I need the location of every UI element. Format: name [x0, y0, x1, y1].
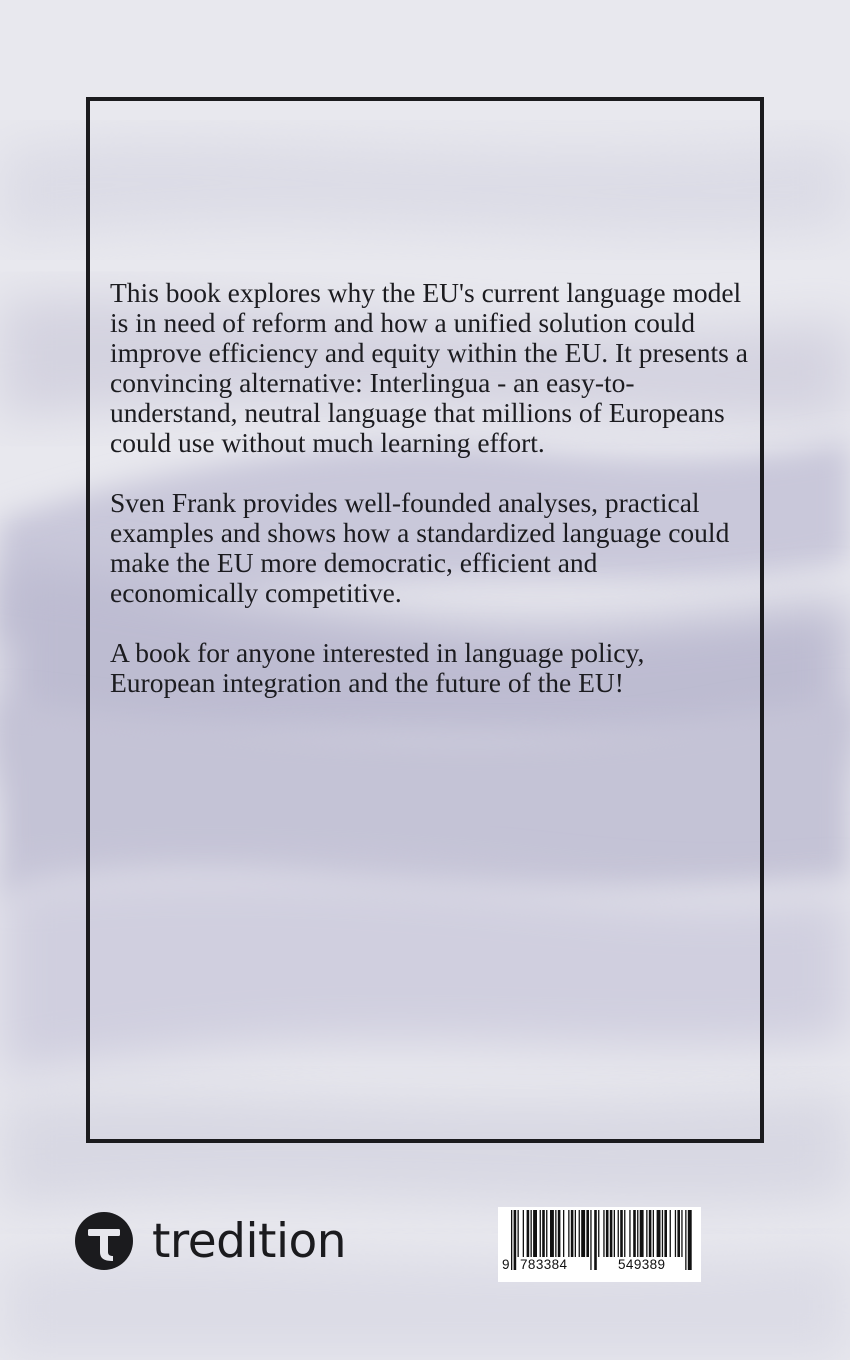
barcode-bar	[514, 1210, 517, 1270]
barcode-bar	[637, 1210, 638, 1257]
barcode-bar	[677, 1210, 680, 1257]
barcode-bar	[531, 1210, 532, 1257]
blurb-paragraph-1: This book explores why the EU's current language model is in need of reform and how a unified solution could improve efficiency and equity within the EU. It presents a convincing alternative: Interlingua - an easy-to-understand, neutral language that millions of Europeans could use without much learning effort.	[110, 277, 748, 458]
barcode-bar	[586, 1210, 589, 1257]
barcode-bar	[540, 1210, 541, 1257]
barcode-bar	[624, 1210, 625, 1257]
barcode-bar	[590, 1210, 591, 1270]
barcode-bar	[606, 1210, 609, 1257]
barcode-bar	[675, 1210, 676, 1257]
barcode-bar	[575, 1210, 576, 1257]
barcode-bar	[653, 1210, 654, 1257]
barcode-digits-group-2: 549389	[618, 1257, 666, 1272]
barcode-bar	[688, 1210, 692, 1270]
barcode-bar	[594, 1210, 597, 1270]
barcode-bar	[618, 1210, 619, 1257]
barcode-bar	[533, 1210, 537, 1257]
back-cover-blurb	[110, 278, 750, 728]
barcode-bar	[610, 1210, 613, 1257]
barcode-digits-group-1: 783384	[520, 1257, 568, 1272]
barcode-bar	[614, 1210, 615, 1257]
barcode-first-digit: 9	[502, 1257, 510, 1272]
barcode-bar	[550, 1210, 554, 1257]
isbn-barcode	[498, 1207, 701, 1282]
publisher-name: tredition	[152, 1213, 347, 1269]
barcode-bar	[603, 1210, 604, 1257]
blurb-paragraph-3: A book for anyone interested in language policy, European integration and the future of the EU!	[110, 637, 645, 698]
barcode-bar	[629, 1210, 630, 1257]
barcode-bar	[664, 1210, 667, 1257]
barcode-bar	[640, 1210, 644, 1257]
barcode-bar	[511, 1210, 512, 1270]
barcode-bar	[681, 1210, 682, 1257]
tredition-logo-icon	[74, 1211, 134, 1271]
barcode-bar	[685, 1210, 686, 1270]
barcode-bar	[620, 1210, 623, 1257]
barcode-bar	[571, 1210, 574, 1257]
barcode-bar	[568, 1210, 569, 1257]
barcode-bar	[670, 1210, 671, 1257]
barcode-bar	[598, 1210, 599, 1257]
barcode-bar	[555, 1210, 556, 1257]
barcode-bar	[546, 1210, 547, 1257]
barcode-bar	[581, 1210, 585, 1257]
barcode-bar	[558, 1210, 561, 1257]
barcode-bar	[646, 1210, 647, 1257]
blurb-paragraph-2: Sven Frank provides well-founded analyses, practical examples and shows how a standardized language could make the EU more democratic, efficient and economically competitive.	[110, 487, 730, 608]
barcode-bar	[523, 1210, 524, 1257]
barcode-bar	[657, 1210, 661, 1257]
barcode-bar	[542, 1210, 545, 1257]
barcode-bar	[662, 1210, 663, 1257]
barcode-bar	[563, 1210, 564, 1257]
barcode-bar	[579, 1210, 580, 1257]
barcode-bar	[518, 1210, 519, 1257]
publisher-logo	[74, 1208, 346, 1274]
barcode-bar	[527, 1210, 530, 1257]
barcode-bar	[649, 1210, 652, 1257]
barcode-bar	[633, 1210, 636, 1257]
